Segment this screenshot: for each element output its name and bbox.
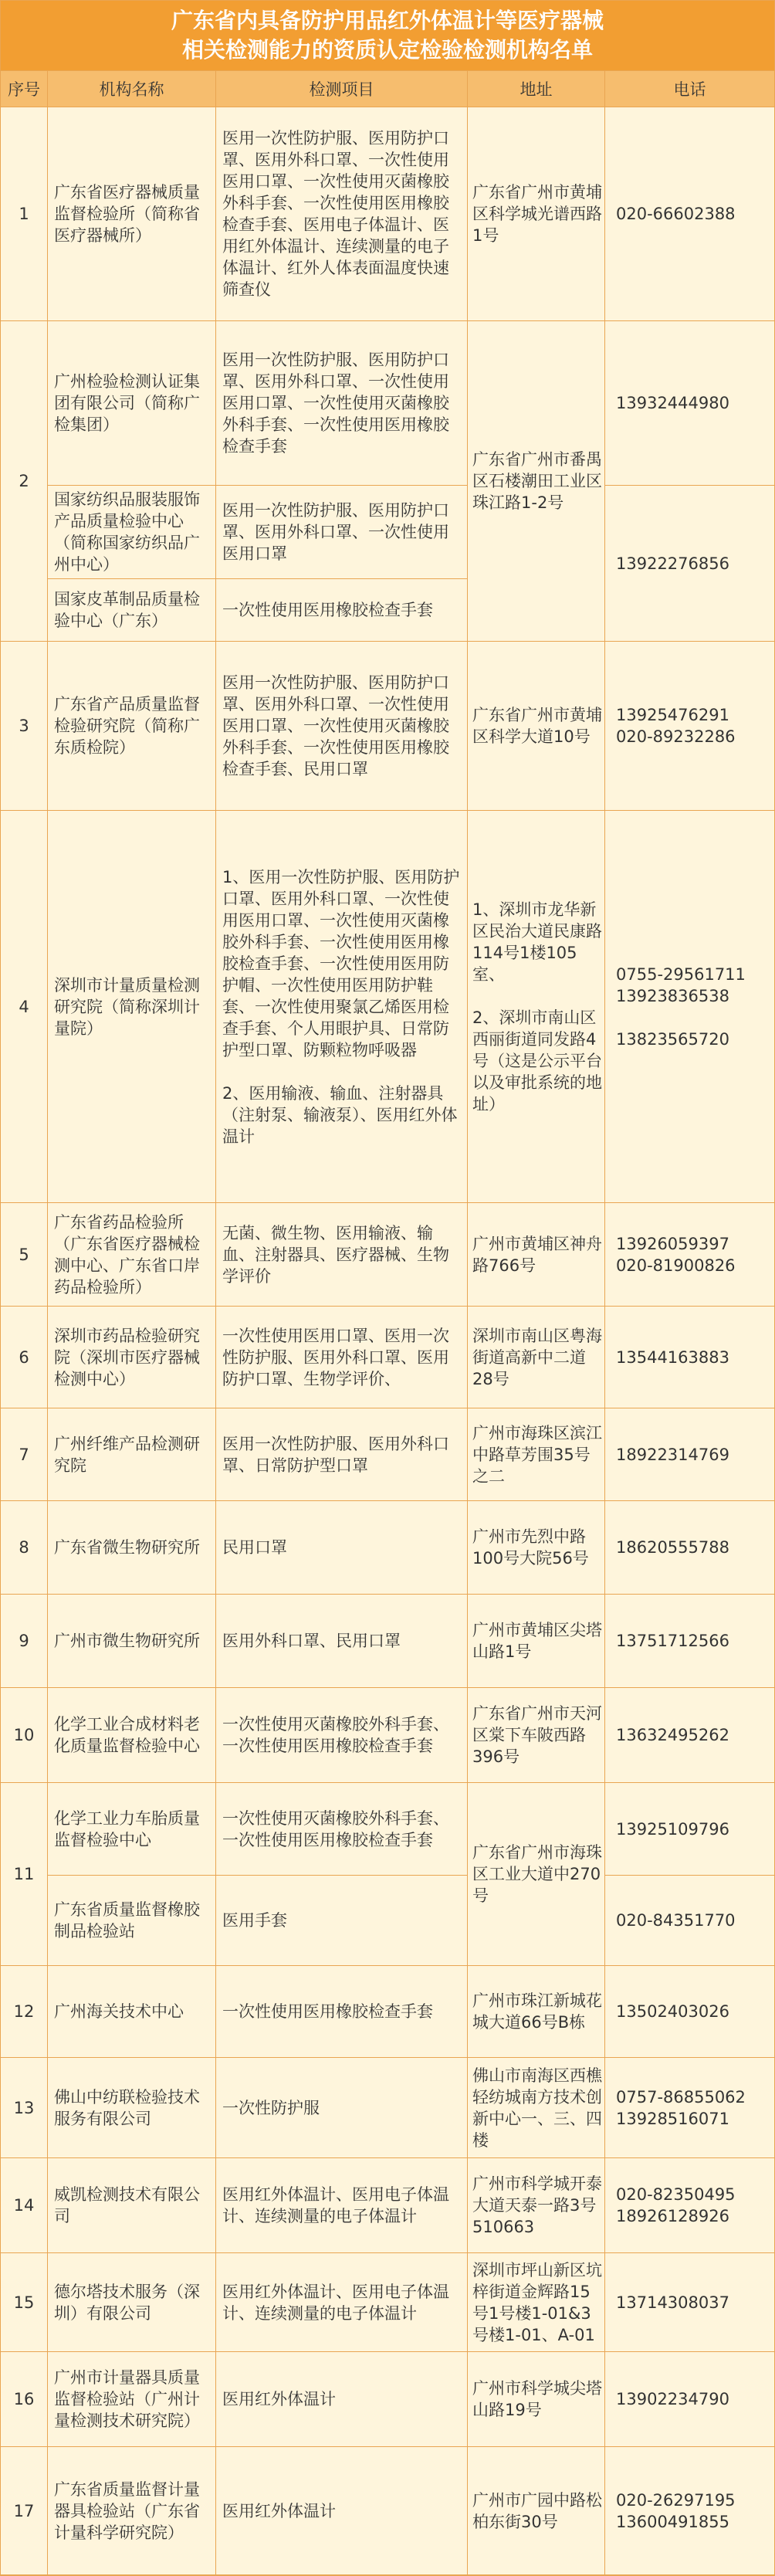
phone-number: 13925476291 bbox=[616, 706, 729, 724]
phone-number: 13902234790 bbox=[616, 2390, 729, 2408]
test-items: 医用手套 bbox=[216, 1876, 467, 1965]
row-number: 11 bbox=[1, 1783, 47, 1965]
row-number: 13 bbox=[1, 2058, 47, 2157]
test-items: 民用口罩 bbox=[216, 1501, 467, 1594]
phone-number: 13632495262 bbox=[616, 1726, 729, 1744]
address: 广东省广州市黄埔区科学大道10号 bbox=[468, 642, 604, 810]
row-number: 17 bbox=[1, 2447, 47, 2574]
phone-cell bbox=[605, 811, 774, 1202]
phone-number: 13928516071 bbox=[616, 2109, 729, 2128]
test-items: 医用红外体温计 bbox=[216, 2447, 467, 2574]
phone-cell bbox=[605, 2158, 774, 2252]
row-number: 8 bbox=[1, 1501, 47, 1594]
phone-cell bbox=[605, 2058, 774, 2157]
phone-cell bbox=[605, 107, 774, 320]
address: 广州市黄埔区尖塔山路1号 bbox=[468, 1595, 604, 1687]
phone-number: 13751712566 bbox=[616, 1632, 729, 1650]
phone-cell bbox=[605, 1595, 774, 1687]
phone-number: 020-89232286 bbox=[616, 727, 736, 746]
phone-number: 020-81900826 bbox=[616, 1256, 736, 1275]
test-items: 一次性使用灭菌橡胶外科手套、一次性使用医用橡胶检查手套 bbox=[216, 1783, 467, 1875]
address-paragraph: 1、深圳市龙华新区民治大道民康路114号1楼105室、 bbox=[472, 900, 602, 984]
test-items: 医用一次性防护服、医用防护口罩、医用外科口罩、一次性使用医用口罩、一次性使用灭菌橡胶外科手套、一次性使用医用橡胶检查手套、医用电子体温计、医用红外体温计、连续测量的电子体温计、红外人体表面温度快速筛查仪 bbox=[216, 107, 467, 320]
institution-name: 德尔塔技术服务（深圳）有限公司 bbox=[48, 2253, 215, 2351]
test-items: 一次性防护服 bbox=[216, 2058, 467, 2157]
phone-cell bbox=[605, 642, 774, 810]
address: 广州市科学城开泰大道天泰一路3号510663 bbox=[468, 2158, 604, 2252]
test-items: 一次性使用医用橡胶检查手套 bbox=[216, 1966, 467, 2057]
row-number: 3 bbox=[1, 642, 47, 810]
test-items: 医用红外体温计、医用电子体温计、连续测量的电子体温计 bbox=[216, 2253, 467, 2351]
row-number: 16 bbox=[1, 2352, 47, 2446]
address: 广州市珠江新城花城大道66号B栋 bbox=[468, 1966, 604, 2057]
address: 广东省广州市番禺区石楼潮田工业区珠江路1-2号 bbox=[468, 321, 604, 641]
phone-number: 13544163883 bbox=[616, 1347, 729, 1367]
row-number: 10 bbox=[1, 1688, 47, 1782]
phone-cell bbox=[605, 1203, 774, 1306]
phone-number: 13600491855 bbox=[616, 2512, 729, 2531]
test-items: 医用一次性防护服、医用外科口罩、日常防护型口罩 bbox=[216, 1408, 467, 1500]
phone-number: 18926128926 bbox=[616, 2207, 729, 2225]
test-items: 一次性使用医用口罩、医用一次性防护服、医用外科口罩、医用防护口罩、生物学评价、 bbox=[216, 1307, 467, 1408]
address: 广州市广园中路松柏东街30号 bbox=[468, 2447, 604, 2574]
header-items: 检测项目 bbox=[216, 71, 467, 107]
phone-number: 020-26297195 bbox=[616, 2490, 736, 2510]
phone-cell bbox=[605, 321, 774, 485]
address: 广东省广州市天河区棠下车陂西路396号 bbox=[468, 1688, 604, 1782]
institution-name: 化学工业合成材料老化质量监督检验中心 bbox=[48, 1688, 215, 1782]
institution-name: 广东省药品检验所（广东省医疗器械检测中心、广东省口岸药品检验所） bbox=[48, 1203, 215, 1306]
phone-cell bbox=[605, 1966, 774, 2057]
header-phone: 电话 bbox=[605, 71, 774, 107]
test-items: 无菌、微生物、医用输液、输血、注射器具、医疗器械、生物学评价 bbox=[216, 1203, 467, 1306]
institution-name: 广东省质量监督计量器具检验站（广东省计量科学研究院） bbox=[48, 2447, 215, 2574]
institution-name: 广东省产品质量监督检验研究院（简称广东质检院） bbox=[48, 642, 215, 810]
test-items-paragraph: 2、医用输液、输血、注射器具（注射泵、输液泵）、医用红外体温计 bbox=[222, 1083, 458, 1146]
institution-name: 国家纺织品服装服饰产品质量检验中心（简称国家纺织品广州中心） bbox=[48, 486, 215, 578]
row-number: 14 bbox=[1, 2158, 47, 2252]
test-items: 一次性使用医用橡胶检查手套 bbox=[216, 579, 467, 641]
address: 广州市科学城尖塔山路19号 bbox=[468, 2352, 604, 2446]
address: 广东省广州市海珠区工业大道中270号 bbox=[468, 1783, 604, 1965]
address: 深圳市南山区粤海街道高新中二道28号 bbox=[468, 1307, 604, 1408]
phone-cell bbox=[605, 1688, 774, 1782]
institution-name: 广州市计量器具质量监督检验站（广州计量检测技术研究院） bbox=[48, 2352, 215, 2446]
phone-number: 0757-86855062 bbox=[616, 2087, 746, 2107]
phone-number: 020-66602388 bbox=[616, 205, 736, 223]
institution-name: 广东省微生物研究所 bbox=[48, 1501, 215, 1594]
test-items bbox=[216, 811, 467, 1202]
phone-cell bbox=[605, 486, 774, 641]
document-title bbox=[1, 1, 774, 70]
phone-number: 13926059397 bbox=[616, 1234, 729, 1253]
phone-number: 13922276856 bbox=[616, 554, 729, 573]
phone-cell bbox=[605, 2352, 774, 2446]
phone-number: 18922314769 bbox=[616, 1445, 729, 1464]
phone-number: 0755-29561711 bbox=[616, 964, 746, 984]
institution-name: 广东省质量监督橡胶制品检验站 bbox=[48, 1876, 215, 1965]
title-line-1: 广东省内具备防护用品红外体温计等医疗器械 bbox=[171, 8, 604, 33]
institution-name: 广州市微生物研究所 bbox=[48, 1595, 215, 1687]
address: 佛山市南海区西樵轻纺城南方技术创新中心一、三、四楼 bbox=[468, 2058, 604, 2157]
row-number: 7 bbox=[1, 1408, 47, 1500]
phone-cell bbox=[605, 2253, 774, 2351]
test-items: 医用红外体温计 bbox=[216, 2352, 467, 2446]
test-items-paragraph: 1、医用一次性防护服、医用防护口罩、医用外科口罩、一次性使用医用口罩、一次性使用灭菌橡胶外科手套、一次性使用医用橡胶检查手套、一次性使用医用防护帽、一次性使用医用防护鞋套、一次性使用聚氯乙烯医用检查手套、个人用眼护具、日常防护型口罩、防颗粒物呼吸器 bbox=[222, 867, 460, 1059]
row-number: 5 bbox=[1, 1203, 47, 1306]
phone-number: 020-82350495 bbox=[616, 2185, 736, 2204]
header-name: 机构名称 bbox=[48, 71, 215, 107]
address bbox=[468, 811, 604, 1202]
phone-number: 13932444980 bbox=[616, 394, 729, 412]
title-line-2: 相关检测能力的资质认定检验检测机构名单 bbox=[181, 37, 593, 63]
phone-number: 13823565720 bbox=[616, 1029, 729, 1049]
institution-name: 广东省医疗器械质量监督检验所（简称省医疗器械所） bbox=[48, 107, 215, 320]
row-number: 6 bbox=[1, 1307, 47, 1408]
institution-name: 深圳市药品检验研究院（深圳市医疗器械检测中心） bbox=[48, 1307, 215, 1408]
phone-cell bbox=[605, 1307, 774, 1408]
phone-cell bbox=[605, 2447, 774, 2574]
test-items: 医用一次性防护服、医用防护口罩、医用外科口罩、一次性使用医用口罩、一次性使用灭菌橡胶外科手套、一次性使用医用橡胶检查手套、民用口罩 bbox=[216, 642, 467, 810]
phone-number: 020-84351770 bbox=[616, 1911, 736, 1930]
row-number: 15 bbox=[1, 2253, 47, 2351]
phone-cell bbox=[605, 1501, 774, 1594]
institution-name: 国家皮革制品质量检验中心（广东） bbox=[48, 579, 215, 641]
phone-cell bbox=[605, 1408, 774, 1500]
address: 广州市黄埔区神舟路766号 bbox=[468, 1203, 604, 1306]
header-address: 地址 bbox=[468, 71, 604, 107]
address: 广东省广州市黄埔区科学城光谱西路1号 bbox=[468, 107, 604, 320]
header-no: 序号 bbox=[1, 71, 47, 107]
institution-name: 化学工业力车胎质量监督检验中心 bbox=[48, 1783, 215, 1875]
institution-name: 广州检验检测认证集团有限公司（简称广检集团） bbox=[48, 321, 215, 485]
address-paragraph: 2、深圳市南山区西丽街道同发路4号（这是公示平台以及审批系统的地址） bbox=[472, 1008, 602, 1113]
address: 广州市海珠区滨江中路草芳围35号之二 bbox=[468, 1408, 604, 1500]
test-items: 医用一次性防护服、医用防护口罩、医用外科口罩、一次性使用医用口罩 bbox=[216, 486, 467, 578]
row-number: 2 bbox=[1, 321, 47, 641]
institution-name: 佛山中纺联检验技术服务有限公司 bbox=[48, 2058, 215, 2157]
institution-name: 广州纤维产品检测研究院 bbox=[48, 1408, 215, 1500]
phone-number: 13502403026 bbox=[616, 2002, 729, 2021]
phone-cell bbox=[605, 1783, 774, 1875]
row-number: 4 bbox=[1, 811, 47, 1202]
phone-number: 13923836538 bbox=[616, 986, 729, 1005]
row-number: 9 bbox=[1, 1595, 47, 1687]
test-items: 一次性使用灭菌橡胶外科手套、一次性使用医用橡胶检查手套 bbox=[216, 1688, 467, 1782]
phone-number: 18620555788 bbox=[616, 1538, 729, 1557]
test-items: 医用红外体温计、医用电子体温计、连续测量的电子体温计 bbox=[216, 2158, 467, 2252]
phone-cell bbox=[605, 1876, 774, 1965]
phone-number: 13714308037 bbox=[616, 2293, 729, 2312]
institution-name: 深圳市计量质量检测研究院（简称深圳计量院） bbox=[48, 811, 215, 1202]
phone-number: 13925109796 bbox=[616, 1819, 729, 1839]
test-items: 医用一次性防护服、医用防护口罩、医用外科口罩、一次性使用医用口罩、一次性使用灭菌橡胶外科手套、一次性使用医用橡胶检查手套 bbox=[216, 321, 467, 485]
address: 广州市先烈中路100号大院56号 bbox=[468, 1501, 604, 1594]
test-items: 医用外科口罩、民用口罩 bbox=[216, 1595, 467, 1687]
row-number: 1 bbox=[1, 107, 47, 320]
row-number: 12 bbox=[1, 1966, 47, 2057]
institution-name: 威凯检测技术有限公司 bbox=[48, 2158, 215, 2252]
institution-name: 广州海关技术中心 bbox=[48, 1966, 215, 2057]
address: 深圳市坪山新区坑梓街道金辉路15号1号楼1-01&3号楼1-01、A-01 bbox=[468, 2253, 604, 2351]
